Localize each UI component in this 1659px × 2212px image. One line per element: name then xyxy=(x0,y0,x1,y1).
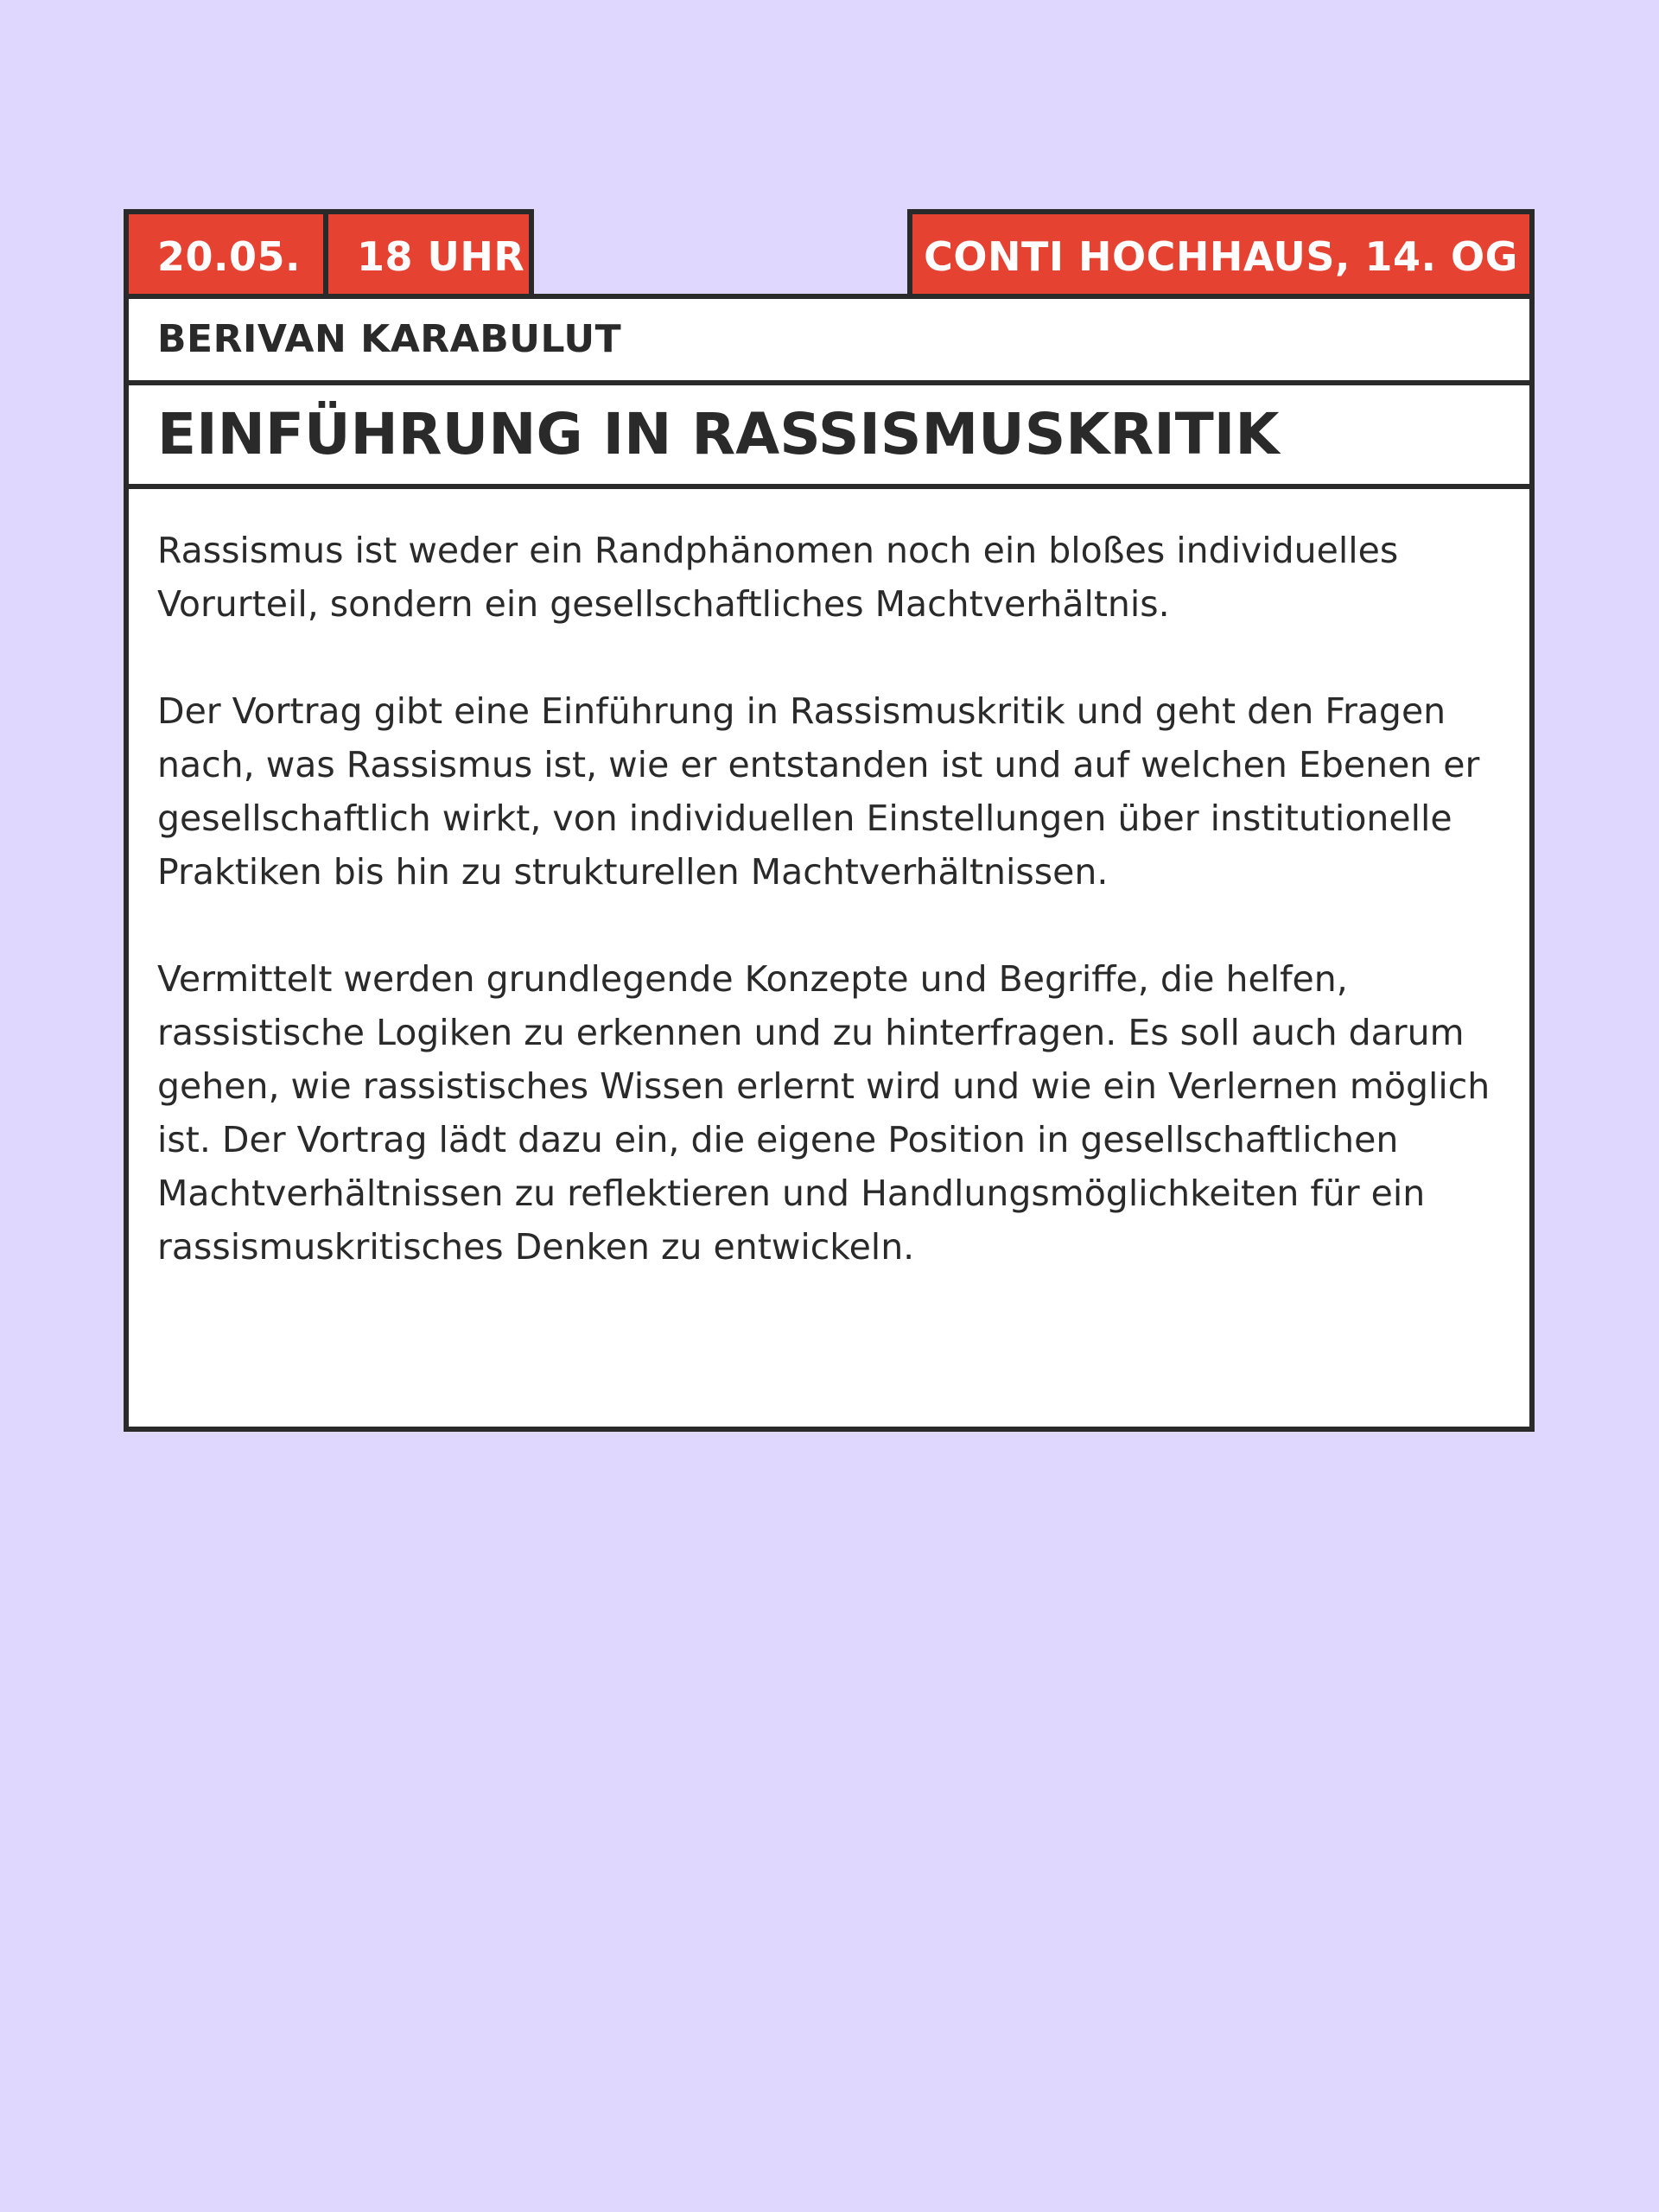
description-paragraph-3: Vermittelt werden grundlegende Konzepte und Begriffe, die helfen, rassistische Logiken zu erkennen und zu hinterfragen. Es soll auch darum gehen, wie rassistisches Wissen erlernt wird und wie ein Verlernen möglich ist. Der Vortrag lädt dazu ein, die eigene Position in gesellschaftlichen Machtverhältnissen zu reflektieren und Handlungsmöglichkeiten für ein rassismuskritisches Denken zu entwickeln. xyxy=(157,958,1491,1268)
description-paragraph-2: Der Vortrag gibt eine Einführung in Rassismuskritik und geht den Fragen nach, was Rassismus ist, wie er entstanden ist und auf welchen Ebenen er gesellschaftlich wirkt, von individuellen Einstellungen über institutionelle Praktiken bis hin zu strukturellen Machtverhältnissen. xyxy=(157,690,1480,893)
location-tag: CONTI HOCHHAUS, 14. OG xyxy=(907,209,1535,299)
speaker-name: BERIVAN KARABULUT xyxy=(129,299,1529,385)
event-description xyxy=(129,489,1529,1274)
description-paragraph-1: Rassismus ist weder ein Randphänomen noch ein bloßes individuelles Vorurteil, sondern ein gesellschaftliches Machtverhältnis. xyxy=(157,530,1399,625)
date-tag: 20.05. xyxy=(124,209,328,299)
event-card xyxy=(124,294,1535,1432)
event-title: EINFÜHRUNG IN RASSISMUSKRITIK xyxy=(129,385,1529,489)
time-tag: 18 UHR xyxy=(323,209,534,299)
